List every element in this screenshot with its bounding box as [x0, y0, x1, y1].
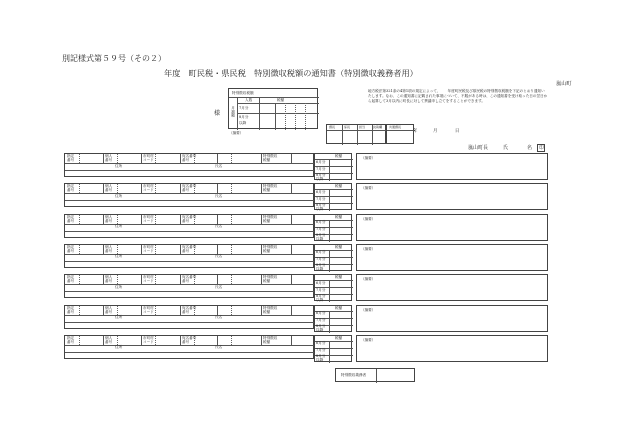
entry-label-recipient-2: 番号 — [105, 309, 113, 314]
entry-label-address: 住所 — [115, 315, 123, 319]
summary-row-month: 月割額 — [231, 106, 236, 117]
mayor-title: 嵐山町長 — [468, 145, 489, 151]
entry-label-name: 氏名 — [215, 193, 223, 198]
entry-label-designation: 指定 — [67, 214, 75, 219]
footer-label: 特別徴収義務者 — [341, 373, 367, 377]
entry-label-june: 6月分 — [316, 189, 326, 194]
entry-label-municipality-2: コード — [143, 339, 154, 344]
entry-label-city-2: 番号 — [182, 158, 190, 162]
addressee-sama: 様 — [214, 110, 221, 117]
entry-label-recipient: 個人 — [105, 214, 113, 219]
entry-block — [64, 183, 548, 210]
entry-label-remarks: （摘要） — [361, 337, 376, 342]
entry-label-remarks: （摘要） — [361, 156, 376, 160]
entry-label-address: 住所 — [115, 163, 123, 168]
entry-label-designation-2: 番号 — [67, 158, 75, 162]
entry-label-municipality-2: コード — [143, 309, 154, 314]
entry-label-city: 宛名番号 — [182, 214, 197, 219]
entry-label-aug: 8月分 — [316, 354, 326, 359]
entry-label-taxcol: 税額 — [335, 305, 343, 310]
entry-label-recipient-2: 番号 — [105, 158, 113, 162]
stamp-label-5: 共通課長 — [389, 125, 402, 129]
date-year: 年 — [413, 129, 418, 134]
entry-label-remarks: （摘要） — [361, 246, 376, 251]
entry-label-special-2: 税額 — [263, 309, 271, 314]
entry-label-taxcol: 税額 — [335, 335, 343, 340]
entry-label-later: 以降 — [316, 267, 324, 272]
entry-label-june: 6月分 — [316, 159, 326, 164]
entry-label-recipient-2: 番号 — [105, 339, 113, 344]
entry-label-later: 以降 — [316, 297, 324, 302]
entry-label-designation-2: 番号 — [67, 188, 75, 193]
entry-label-special: 特別徴収 — [263, 335, 278, 340]
summary-tax-col: 税額 — [277, 97, 285, 102]
entry-label-city: 宛名番号 — [182, 184, 197, 189]
entry-label-municipality-2: コード — [143, 218, 154, 223]
entry-label-aug: 8月分 — [316, 172, 326, 177]
entry-label-july: 7月分 — [316, 287, 326, 292]
entry-label-special-2: 税額 — [263, 279, 271, 284]
form-number: 別記様式第５９号（その２） — [62, 54, 166, 63]
entry-label-taxcol: 税額 — [335, 184, 343, 189]
entry-label-municipality: 市町村 — [143, 305, 154, 310]
entry-label-city: 宛名番号 — [182, 275, 197, 280]
entry-label-name: 氏名 — [215, 224, 223, 229]
entry-label-recipient: 個人 — [105, 154, 113, 158]
entry-label-special: 特別徴収 — [263, 244, 278, 249]
entry-block — [64, 335, 548, 362]
entry-label-recipient: 個人 — [105, 184, 113, 189]
entry-label-address: 住所 — [115, 224, 123, 229]
entry-label-special-2: 税額 — [263, 158, 271, 162]
summary-header: 特別徴収税額 — [232, 91, 254, 95]
entry-label-designation: 指定 — [67, 154, 75, 158]
entry-label-later: 以降 — [316, 176, 324, 181]
entry-label-june: 6月分 — [316, 250, 326, 255]
entry-label-address: 住所 — [115, 193, 123, 198]
entry-label-special: 特別徴収 — [263, 154, 278, 158]
entry-label-designation-2: 番号 — [67, 309, 75, 314]
entry-label-designation-2: 番号 — [67, 279, 75, 284]
entry-label-municipality: 市町村 — [143, 214, 154, 219]
entry-block — [64, 274, 548, 301]
summary-row-august: 8月分 — [239, 115, 249, 119]
entry-block — [64, 244, 548, 271]
entry-label-later: 以降 — [316, 358, 324, 363]
entry-label-later: 以降 — [316, 206, 324, 211]
entry-label-special: 特別徴収 — [263, 214, 278, 219]
entry-label-taxcol: 税額 — [335, 154, 343, 158]
entry-label-city-2: 番号 — [182, 188, 190, 193]
entry-label-taxcol: 税額 — [335, 244, 343, 249]
entry-label-city: 宛名番号 — [182, 305, 197, 310]
entry-label-designation: 指定 — [67, 184, 75, 189]
entry-label-designation: 指定 — [67, 275, 75, 280]
summary-note: （摘要） — [229, 131, 244, 135]
entry-label-aug: 8月分 — [316, 233, 326, 238]
entry-label-city-2: 番号 — [182, 279, 190, 284]
entry-block — [64, 153, 548, 180]
summary-row-later: 以降 — [239, 121, 247, 125]
entry-label-remarks: （摘要） — [361, 186, 376, 191]
entry-label-name: 氏名 — [215, 345, 223, 350]
entry-label-recipient: 個人 — [105, 244, 113, 249]
entry-label-city-2: 番号 — [182, 218, 190, 223]
entry-label-municipality-2: コード — [143, 188, 154, 193]
entry-label-name: 氏名 — [215, 315, 223, 319]
entry-label-recipient-2: 番号 — [105, 279, 113, 284]
town-name: 嵐山町 — [556, 81, 572, 87]
entry-label-municipality-2: コード — [143, 279, 154, 284]
entry-label-city-2: 番号 — [182, 248, 190, 253]
entry-label-june: 6月分 — [316, 311, 326, 315]
date-month: 月 — [433, 129, 438, 134]
entry-label-special-2: 税額 — [263, 188, 271, 193]
entry-label-special: 特別徴収 — [263, 184, 278, 189]
entry-label-name: 氏名 — [215, 254, 223, 259]
entry-label-name: 氏名 — [215, 284, 223, 289]
stamp-label-3: 担当 — [359, 125, 366, 129]
entry-label-municipality: 市町村 — [143, 244, 154, 249]
entry-label-july: 7月分 — [316, 257, 326, 262]
entry-label-municipality: 市町村 — [143, 184, 154, 189]
entry-label-municipality: 市町村 — [143, 154, 154, 158]
entry-label-designation-2: 番号 — [67, 218, 75, 223]
entry-label-recipient-2: 番号 — [105, 188, 113, 193]
entry-label-remarks: （摘要） — [361, 216, 376, 221]
entry-label-designation: 指定 — [67, 305, 75, 310]
entry-block — [64, 214, 548, 241]
entry-label-july: 7月分 — [316, 166, 326, 171]
entry-label-address: 住所 — [115, 345, 123, 350]
entry-label-aug: 8月分 — [316, 293, 326, 298]
entry-label-city-2: 番号 — [182, 309, 190, 314]
entry-label-municipality: 市町村 — [143, 275, 154, 280]
notice-text: 地方税法第321条の4第1項の規定によって、 年度町民税及び県民税の特別徴収税額を下記のとおり通知いたします。なお、この通知書に記載された事項について、不服がある時は、この通知書を受け取った日の翌日から起算して3月以内に町長に対して異議申し立てをすることができます。 — [368, 89, 548, 104]
entry-label-recipient: 個人 — [105, 305, 113, 310]
entry-label-taxcol: 税額 — [335, 275, 343, 280]
entry-label-remarks: （摘要） — [361, 277, 376, 282]
stamp-label-2: 係長 — [344, 125, 351, 129]
entry-label-later: 以降 — [316, 237, 324, 242]
entry-label-july: 7月分 — [316, 227, 326, 232]
entry-label-address: 住所 — [115, 284, 123, 289]
mayor-name-label-2: 名 — [527, 145, 533, 151]
entry-label-recipient: 個人 — [105, 335, 113, 340]
entry-label-special-2: 税額 — [263, 248, 271, 253]
entry-label-special: 特別徴収 — [263, 275, 278, 280]
entry-label-city-2: 番号 — [182, 339, 190, 344]
entry-label-city: 宛名番号 — [182, 154, 197, 158]
summary-row-july: 7月分 — [239, 106, 249, 110]
entry-label-aug: 8月分 — [316, 263, 326, 268]
entry-label-city: 宛名番号 — [182, 335, 197, 340]
entry-label-designation-2: 番号 — [67, 339, 75, 344]
mayor-seal: 印 — [537, 144, 545, 152]
entry-label-taxcol: 税額 — [335, 214, 343, 219]
entry-label-city: 宛名番号 — [182, 244, 197, 249]
entry-label-municipality-2: コード — [143, 158, 154, 162]
entry-label-june: 6月分 — [316, 280, 326, 285]
entry-label-july: 7月分 — [316, 196, 326, 201]
entry-label-remarks: （摘要） — [361, 307, 376, 312]
entry-label-designation: 指定 — [67, 244, 75, 249]
mayor-name-label-1: 氏 — [503, 145, 509, 151]
entry-label-name: 氏名 — [215, 163, 223, 168]
entry-label-july: 7月分 — [316, 318, 326, 322]
date-day: 日 — [455, 129, 460, 134]
page-title: 年度 町民税・県民税 特別徴収税額の通知書（特別徴収義務者用） — [164, 68, 418, 78]
footer-box — [335, 368, 415, 382]
entry-label-recipient-2: 番号 — [105, 218, 113, 223]
entry-label-special-2: 税額 — [263, 339, 271, 344]
entry-label-address: 住所 — [115, 254, 123, 259]
entry-label-june: 6月分 — [316, 341, 326, 346]
stamp-label-4: 決裁欄 — [373, 125, 383, 129]
entry-label-june: 6月分 — [316, 220, 326, 225]
stamp-label-1: 課長 — [329, 125, 336, 129]
entry-label-aug: 8月分 — [316, 324, 326, 328]
entry-label-designation-2: 番号 — [67, 248, 75, 253]
entry-label-later: 以降 — [316, 328, 324, 332]
summary-persons-col: 人数 — [245, 97, 253, 102]
entry-label-recipient: 個人 — [105, 275, 113, 280]
entry-label-recipient-2: 番号 — [105, 248, 113, 253]
entry-label-special-2: 税額 — [263, 218, 271, 223]
entry-label-july: 7月分 — [316, 348, 326, 353]
entry-label-aug: 8月分 — [316, 202, 326, 207]
entry-block — [64, 305, 548, 332]
entry-label-designation: 指定 — [67, 335, 75, 340]
entry-label-special: 特別徴収 — [263, 305, 278, 310]
entry-label-municipality-2: コード — [143, 248, 154, 253]
entry-label-municipality: 市町村 — [143, 335, 154, 340]
